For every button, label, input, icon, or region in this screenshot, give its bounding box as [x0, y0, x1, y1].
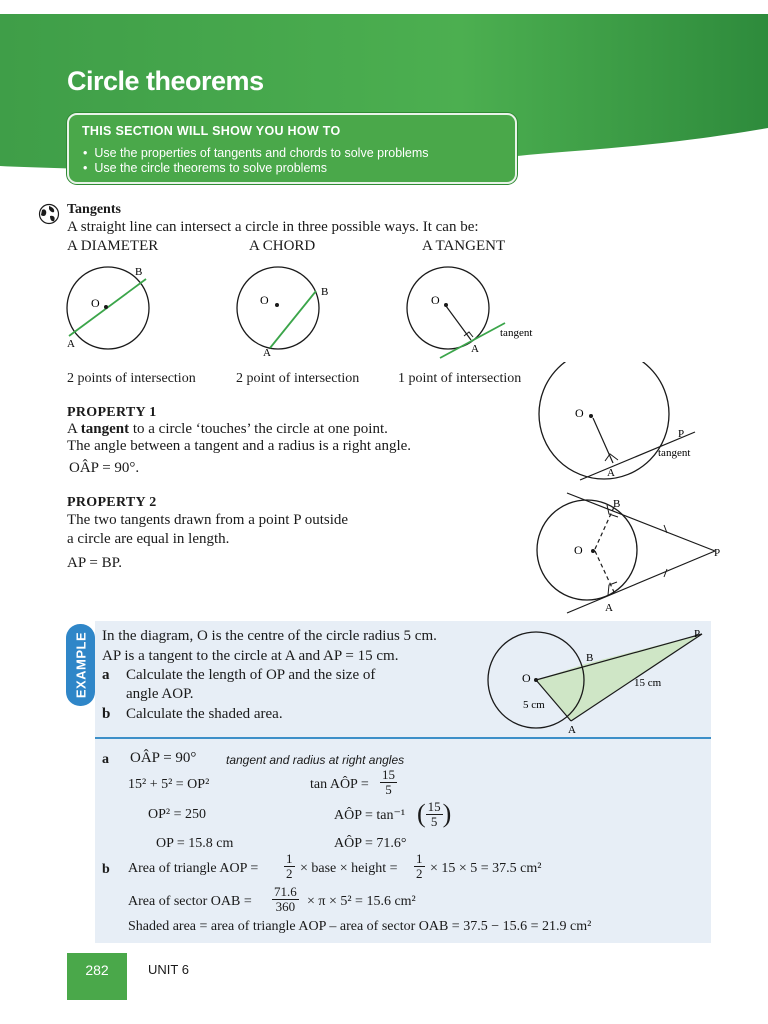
label-P: P — [714, 547, 721, 559]
solution-sector-result: × π × 5² = 15.6 cm² — [307, 894, 416, 909]
tangent-diagram — [407, 267, 532, 358]
unit-label: UNIT 6 — [148, 962, 189, 977]
type-diameter: A DIAMETER — [67, 238, 159, 254]
label-O: O — [91, 296, 100, 310]
chord-diagram — [237, 267, 328, 359]
label-tangent: tangent — [658, 447, 691, 459]
solution-b-letter: b — [102, 862, 110, 877]
page-number: 282 — [85, 962, 109, 978]
tangents-heading: Tangents — [67, 202, 121, 217]
label-B: B — [586, 652, 594, 664]
tangents-intro: A straight line can intersect a circle in three possible ways. It can be: — [67, 219, 479, 235]
property2-line2: a circle are equal in length. — [67, 531, 230, 547]
example-question-line2: AP is a tangent to the circle at A and AP = 15 cm. — [102, 648, 399, 664]
solution-op: OP = 15.8 cm — [156, 836, 234, 851]
solution-half-2: $\frac{1}{2}$ — [416, 851, 423, 881]
solution-half-1: $\frac{1}{2}$ — [286, 851, 293, 881]
label-B: B — [613, 498, 621, 510]
intro-item: • Use the circle theorems to solve problems — [83, 161, 328, 175]
intro-box — [67, 113, 517, 184]
property1-diagram — [530, 362, 760, 482]
label-P: P — [694, 628, 701, 640]
property1-heading: PROPERTY 1 — [67, 405, 157, 420]
solution-aop-value: AÔP = 71.6° — [334, 836, 407, 851]
label-O: O — [575, 406, 584, 420]
property2-line1: The two tangents drawn from a point P outside — [67, 512, 349, 528]
solution-note: tangent and radius at right angles — [226, 753, 405, 767]
type-tangent: A TANGENT — [422, 238, 506, 254]
type-chord: A CHORD — [249, 238, 316, 254]
example-tab-label: EXAMPLE — [73, 631, 88, 699]
label-A: A — [568, 724, 576, 736]
property2-diagram — [530, 487, 760, 617]
property1-formula: OÂP = 90°. — [69, 460, 140, 476]
label-O: O — [574, 543, 583, 557]
property2-formula: AP = BP. — [67, 555, 123, 571]
property1-line1: A tangent to a circle ‘touches’ the circle at one point. — [67, 421, 388, 437]
solution-sector-fraction: $\frac{71.6}{360}$ — [274, 884, 297, 914]
label-P: P — [678, 428, 685, 440]
example-divider — [95, 737, 711, 739]
solution-shaded-area: Shaded area = area of triangle AOP – area of sector OAB = 37.5 − 15.6 = 21.9 cm² — [128, 919, 592, 934]
intro-item: • Use the properties of tangents and chords to solve problems — [83, 146, 429, 160]
part-b-text: Calculate the shaded area. — [126, 706, 283, 722]
intro-heading: THIS SECTION WILL SHOW YOU HOW TO — [82, 124, 341, 138]
caption-chord: 2 point of intersection — [236, 371, 360, 386]
globe-icon — [38, 203, 60, 225]
page-title: Circle theorems — [67, 66, 264, 96]
solution-tan-lhs: tan AÔP = — [310, 777, 369, 792]
solution-triangle-mid: × base × height = — [300, 861, 398, 876]
label-A: A — [605, 602, 613, 614]
solution-tan-fraction: $\frac{15}{5}$ — [382, 767, 395, 797]
label-tangent: tangent — [500, 327, 533, 339]
label-O: O — [431, 293, 440, 307]
label-B: B — [135, 266, 143, 278]
solution-triangle-lhs: Area of triangle AOP = — [128, 861, 259, 876]
diameter-diagram — [67, 266, 149, 350]
part-b-letter: b — [102, 706, 111, 722]
label-O: O — [260, 293, 269, 307]
property1-line2: The angle between a tangent and a radius is a right angle. — [67, 438, 412, 454]
solution-a-letter: a — [102, 752, 109, 767]
label-A: A — [67, 338, 75, 350]
label-ap-length: 15 cm — [634, 677, 662, 689]
example-diagram — [470, 622, 710, 736]
solution-pythagoras: 15² + 5² = OP² — [128, 777, 210, 792]
caption-diameter: 2 points of intersection — [67, 371, 196, 386]
solution-triangle-result: × 15 × 5 = 37.5 cm² — [430, 861, 542, 876]
intersection-diagrams — [55, 262, 555, 362]
solution-aop-lhs: AÔP = tan⁻¹ — [334, 808, 406, 823]
label-A: A — [471, 343, 479, 355]
example-tab — [66, 624, 95, 706]
label-B: B — [321, 286, 329, 298]
label-A: A — [607, 467, 615, 479]
label-radius: 5 cm — [523, 699, 545, 711]
label-A: A — [263, 347, 271, 359]
label-O: O — [522, 671, 531, 685]
property2-heading: PROPERTY 2 — [67, 495, 157, 510]
example-question-line1: In the diagram, O is the centre of the circle radius 5 cm. — [102, 628, 437, 644]
part-a-text2: angle AOP. — [126, 686, 194, 702]
part-a-text1: Calculate the length of OP and the size of — [126, 667, 376, 683]
solution-sector-lhs: Area of sector OAB = — [128, 894, 252, 909]
solution-oap: OÂP = 90° — [130, 750, 197, 766]
solution-op-squared: OP² = 250 — [148, 807, 206, 822]
caption-tangent: 1 point of intersection — [398, 371, 522, 386]
part-a-letter: a — [102, 667, 110, 683]
solution-aop-fraction: ( $\frac{15}{5}$ ) — [417, 798, 452, 829]
